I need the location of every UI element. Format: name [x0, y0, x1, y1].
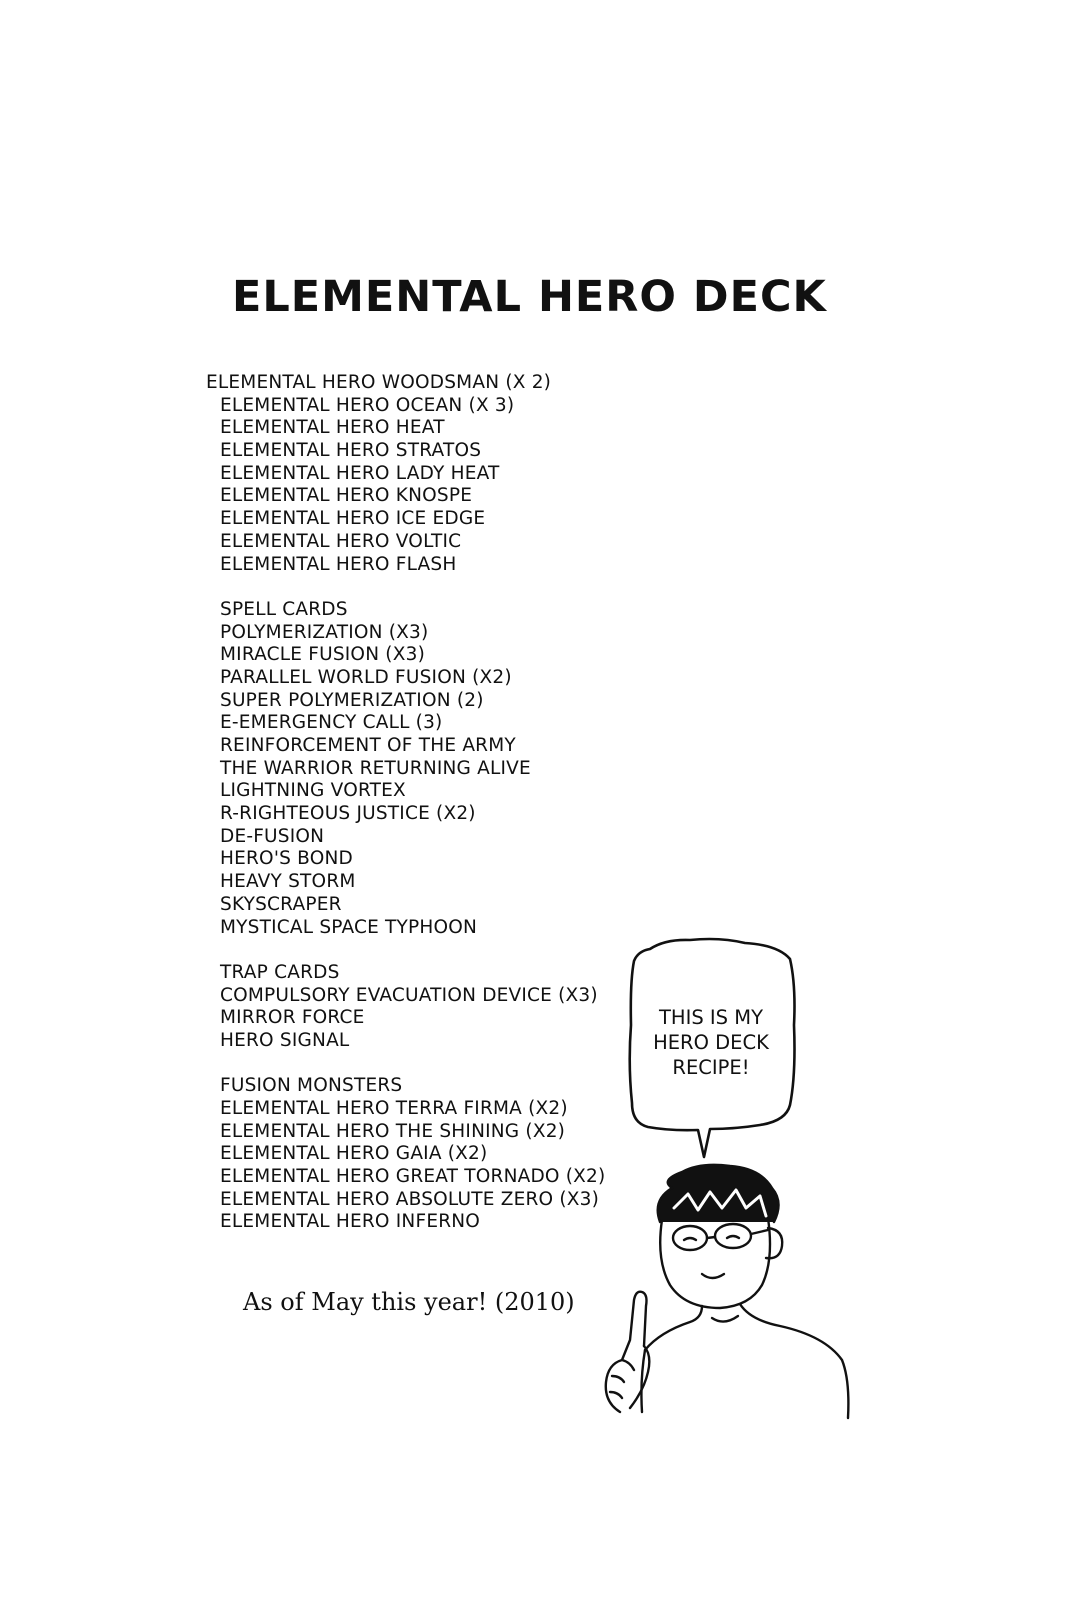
list-item: ELEMENTAL HERO FLASH [220, 553, 457, 575]
list-item: PARALLEL WORLD FUSION (X2) [220, 666, 512, 688]
list-item: DE-FUSION [220, 825, 325, 847]
list-item: ELEMENTAL HERO KNOSPE [220, 485, 473, 507]
section-heading-spell-cards: SPELL CARDS [220, 598, 348, 620]
fusion-monsters-group [0, 1075, 640, 1234]
speech-bubble-line: THIS IS MY [659, 1006, 763, 1029]
list-item: R-RIGHTEOUS JUSTICE (X2) [220, 803, 476, 825]
trap-cards-group [0, 962, 640, 1053]
list-item: HERO'S BOND [220, 848, 353, 870]
list-item: ELEMENTAL HERO VOLTIC [220, 530, 462, 552]
list-item: MYSTICAL SPACE TYPHOON [220, 916, 478, 938]
list-item: E-EMERGENCY CALL (3) [220, 712, 443, 734]
list-item: ELEMENTAL HERO THE SHINING (X2) [220, 1120, 566, 1142]
list-item: ELEMENTAL HERO LADY HEAT [220, 462, 500, 484]
list-item: ELEMENTAL HERO GAIA (X2) [220, 1143, 488, 1165]
list-item: SUPER POLYMERIZATION (2) [220, 689, 484, 711]
list-item: THE WARRIOR RETURNING ALIVE [220, 757, 531, 779]
speech-bubble-line: RECIPE! [672, 1056, 750, 1079]
spell-cards-group [0, 599, 640, 939]
list-item: HERO SIGNAL [220, 1029, 350, 1051]
list-item: COMPULSORY EVACUATION DEVICE (X3) [220, 984, 598, 1006]
page-title: ELEMENTAL HERO DECK [232, 272, 827, 322]
list-item: ELEMENTAL HERO STRATOS [220, 440, 482, 462]
list-item: HEAVY STORM [220, 871, 356, 893]
list-item: ELEMENTAL HERO ABSOLUTE ZERO (X3) [220, 1188, 600, 1210]
deck-list [0, 372, 640, 1234]
list-item: SKYSCRAPER [220, 893, 342, 915]
list-item: ELEMENTAL HERO WOODSMAN (X 2) [206, 372, 552, 393]
list-item: POLYMERIZATION (X3) [220, 621, 429, 643]
list-item: LIGHTNING VORTEX [220, 780, 406, 802]
section-heading-trap-cards: TRAP CARDS [220, 961, 340, 983]
speech-bubble-line: HERO DECK [653, 1031, 769, 1054]
list-item: REINFORCEMENT OF THE ARMY [220, 735, 516, 756]
list-item: ELEMENTAL HERO INFERNO [220, 1211, 481, 1233]
list-item: MIRROR FORCE [220, 1007, 365, 1029]
list-item: ELEMENTAL HERO ICE EDGE [220, 508, 486, 530]
monster-group [0, 372, 640, 576]
list-item: ELEMENTAL HERO OCEAN (X 3) [220, 394, 515, 416]
list-item: ELEMENTAL HERO TERRA FIRMA (X2) [220, 1098, 568, 1119]
list-item: MIRACLE FUSION (X3) [220, 644, 425, 666]
author-character-pointing-icon [590, 1150, 860, 1420]
date-note: As of May this year! (2010) [243, 1288, 575, 1316]
list-item: ELEMENTAL HERO HEAT [220, 417, 445, 439]
speech-bubble-text [632, 1005, 790, 1080]
section-heading-fusion-monsters: FUSION MONSTERS [220, 1075, 403, 1097]
list-item: ELEMENTAL HERO GREAT TORNADO (X2) [220, 1166, 606, 1188]
